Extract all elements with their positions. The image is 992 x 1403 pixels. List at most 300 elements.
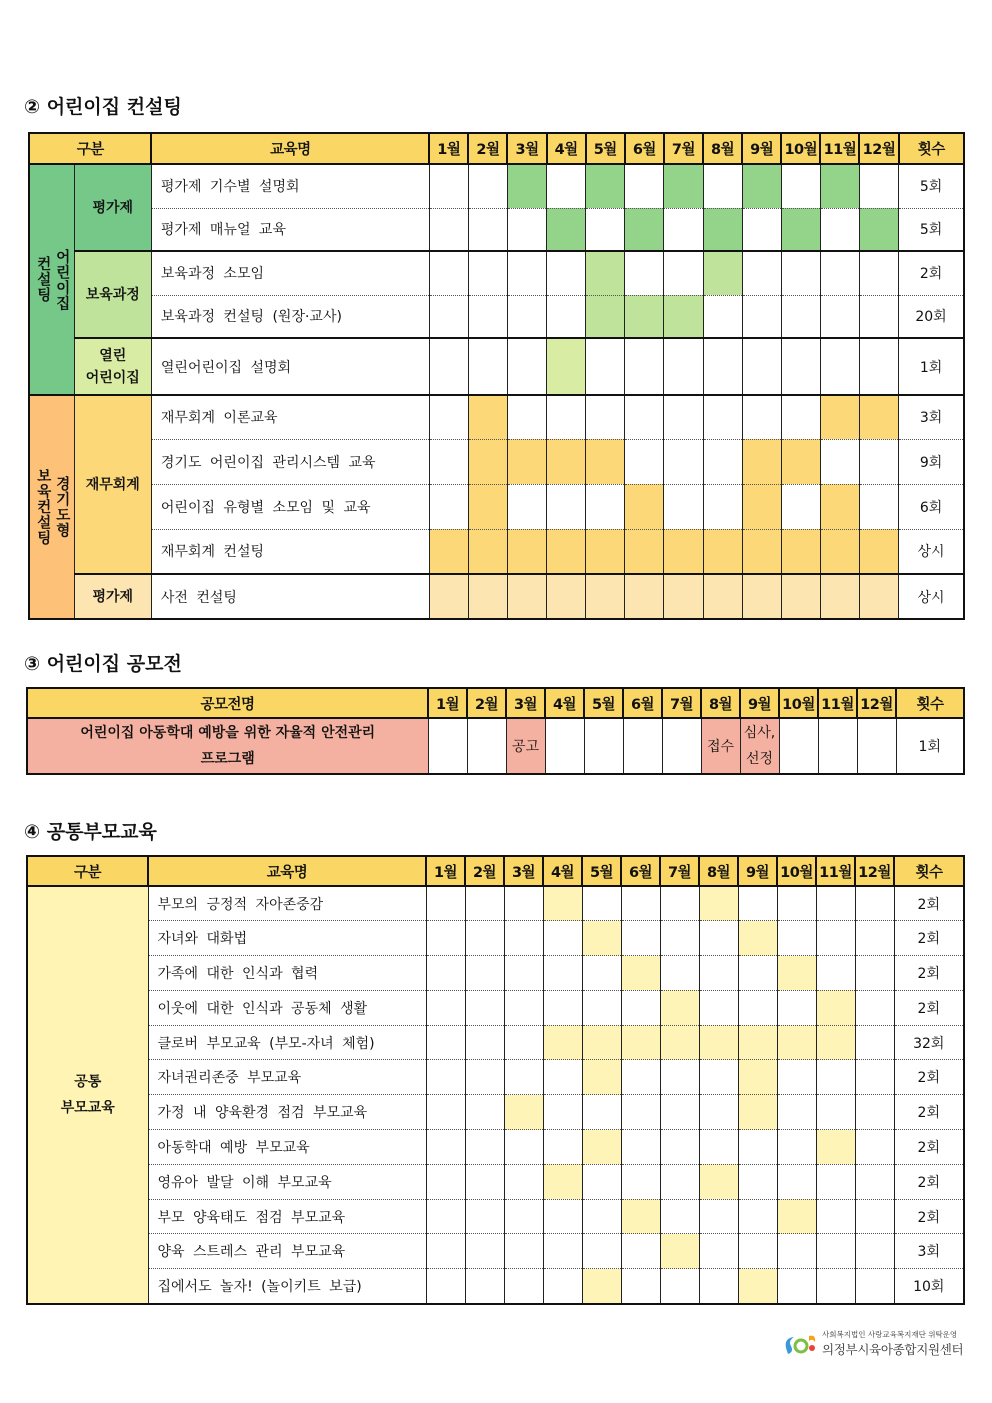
month-cell bbox=[703, 484, 742, 529]
month-cell bbox=[543, 1269, 582, 1304]
count-cell: 3회 bbox=[899, 395, 964, 439]
month-cell bbox=[621, 1234, 660, 1269]
month-cell bbox=[426, 1060, 465, 1095]
table-row bbox=[27, 956, 964, 991]
month-cell bbox=[586, 395, 625, 439]
course-name: 재무회계 컨설팅 bbox=[151, 529, 429, 574]
month-cell bbox=[777, 1199, 816, 1234]
month-cell bbox=[621, 921, 660, 956]
month-cell bbox=[586, 251, 625, 295]
month-cell bbox=[426, 921, 465, 956]
month-cell bbox=[543, 1199, 582, 1234]
group-daycare-consulting bbox=[29, 164, 74, 395]
month-cell bbox=[859, 295, 898, 338]
month-cell bbox=[582, 1060, 621, 1095]
month-cell bbox=[547, 164, 586, 208]
table-row bbox=[29, 484, 964, 529]
month-cell bbox=[586, 208, 625, 251]
month-cell bbox=[738, 886, 777, 921]
header-month-2: 2월 bbox=[468, 133, 507, 164]
month-cell bbox=[507, 295, 546, 338]
month-cell bbox=[742, 529, 781, 574]
month-cell bbox=[504, 921, 543, 956]
contest-name-line2: 프로그램 bbox=[200, 751, 255, 767]
month-cell bbox=[742, 295, 781, 338]
table-row bbox=[29, 295, 964, 338]
month-cell bbox=[621, 1269, 660, 1304]
month-cell bbox=[664, 484, 703, 529]
subcategory-cell: 평가제 bbox=[74, 164, 151, 251]
table-row bbox=[29, 164, 964, 208]
month-cell bbox=[699, 1164, 738, 1199]
month-cell bbox=[465, 886, 504, 921]
month-cell bbox=[781, 208, 820, 251]
count-cell: 2회 bbox=[894, 886, 964, 921]
month-cell bbox=[777, 1060, 816, 1095]
month-cell bbox=[664, 574, 703, 619]
month-cell bbox=[547, 395, 586, 439]
month-cell-receipt: 접수 bbox=[701, 718, 740, 774]
month-cell bbox=[855, 956, 894, 991]
month-cell bbox=[504, 1269, 543, 1304]
month-cell bbox=[781, 251, 820, 295]
month-cell bbox=[504, 956, 543, 991]
month-cell bbox=[586, 574, 625, 619]
month-cell bbox=[777, 1095, 816, 1130]
month-cell bbox=[699, 1130, 738, 1165]
month-cell bbox=[703, 208, 742, 251]
month-cell bbox=[625, 574, 664, 619]
month-cell bbox=[504, 1164, 543, 1199]
month-cell bbox=[429, 208, 468, 251]
header-month-1: 1월 bbox=[428, 688, 467, 718]
month-cell bbox=[738, 956, 777, 991]
month-cell bbox=[504, 886, 543, 921]
header-month-5: 5월 bbox=[582, 856, 621, 886]
month-cell bbox=[543, 1234, 582, 1269]
month-cell bbox=[504, 1130, 543, 1165]
month-cell bbox=[426, 1269, 465, 1304]
header-category: 구분 bbox=[27, 856, 148, 886]
month-cell bbox=[507, 574, 546, 619]
month-cell bbox=[703, 529, 742, 574]
month-cell bbox=[818, 718, 857, 774]
month-cell bbox=[507, 164, 546, 208]
month-cell bbox=[816, 886, 855, 921]
month-cell bbox=[582, 921, 621, 956]
month-cell bbox=[429, 164, 468, 208]
category-line2: 부모교육 bbox=[60, 1099, 115, 1116]
month-cell bbox=[507, 208, 546, 251]
header-month-1: 1월 bbox=[426, 856, 465, 886]
count-cell: 2회 bbox=[894, 956, 964, 991]
month-cell-announce: 공고 bbox=[506, 718, 545, 774]
month-cell bbox=[625, 484, 664, 529]
month-cell bbox=[584, 718, 623, 774]
month-cell bbox=[820, 439, 859, 484]
month-cell bbox=[543, 990, 582, 1025]
course-name: 이웃에 대한 인식과 공동체 생활 bbox=[148, 990, 426, 1025]
month-cell bbox=[625, 529, 664, 574]
header-month-5: 5월 bbox=[586, 133, 625, 164]
course-name: 부모의 긍정적 자아존중감 bbox=[148, 886, 426, 921]
month-cell bbox=[703, 295, 742, 338]
table-row bbox=[27, 1025, 964, 1060]
subcategory-cell: 평가제 bbox=[74, 574, 151, 619]
month-cell bbox=[660, 1164, 699, 1199]
month-cell bbox=[660, 1234, 699, 1269]
month-cell bbox=[781, 484, 820, 529]
month-cell bbox=[699, 1269, 738, 1304]
month-cell bbox=[426, 1234, 465, 1269]
month-cell bbox=[859, 574, 898, 619]
month-cell bbox=[625, 295, 664, 338]
month-cell bbox=[426, 1095, 465, 1130]
month-cell bbox=[468, 295, 507, 338]
month-cell bbox=[582, 886, 621, 921]
month-cell bbox=[465, 956, 504, 991]
contest-name bbox=[27, 718, 428, 774]
month-cell bbox=[820, 574, 859, 619]
count-cell: 2회 bbox=[899, 251, 964, 295]
month-cell bbox=[507, 484, 546, 529]
section-title-parent-education: ④ 공통부모교육 bbox=[24, 821, 157, 843]
month-cell bbox=[820, 529, 859, 574]
month-cell bbox=[468, 208, 507, 251]
month-cell bbox=[816, 1060, 855, 1095]
month-cell bbox=[586, 338, 625, 395]
header-month-7: 7월 bbox=[660, 856, 699, 886]
month-cell bbox=[664, 251, 703, 295]
count-cell: 2회 bbox=[894, 1095, 964, 1130]
header-month-6: 6월 bbox=[621, 856, 660, 886]
month-cell bbox=[429, 395, 468, 439]
month-cell bbox=[625, 395, 664, 439]
month-cell bbox=[504, 1025, 543, 1060]
month-cell bbox=[816, 1199, 855, 1234]
course-name: 양육 스트레스 관리 부모교육 bbox=[148, 1234, 426, 1269]
count-cell: 32회 bbox=[894, 1025, 964, 1060]
month-cell bbox=[586, 484, 625, 529]
month-cell bbox=[855, 1269, 894, 1304]
logo-mark-icon bbox=[782, 1328, 820, 1358]
course-name: 평가제 기수별 설명회 bbox=[151, 164, 429, 208]
month-cell bbox=[664, 529, 703, 574]
month-cell bbox=[816, 1234, 855, 1269]
month-cell-review bbox=[740, 718, 779, 774]
month-cell bbox=[621, 1095, 660, 1130]
month-cell bbox=[543, 1060, 582, 1095]
group-label-line2: 컨설팅 bbox=[34, 256, 51, 303]
month-cell bbox=[738, 1025, 777, 1060]
review-line2: 선정 bbox=[745, 751, 774, 767]
month-cell bbox=[468, 164, 507, 208]
month-cell bbox=[742, 208, 781, 251]
month-cell bbox=[820, 251, 859, 295]
header-course: 교육명 bbox=[148, 856, 426, 886]
month-cell bbox=[699, 1234, 738, 1269]
count-cell: 2회 bbox=[894, 1164, 964, 1199]
section-title-contest: ③ 어린이집 공모전 bbox=[24, 653, 182, 675]
month-cell bbox=[625, 338, 664, 395]
course-name: 보육과정 소모임 bbox=[151, 251, 429, 295]
month-cell bbox=[582, 1164, 621, 1199]
month-cell bbox=[621, 1130, 660, 1165]
course-name: 아동학대 예방 부모교육 bbox=[148, 1130, 426, 1165]
count-cell: 6회 bbox=[899, 484, 964, 529]
month-cell bbox=[703, 251, 742, 295]
month-cell bbox=[781, 439, 820, 484]
count-cell: 10회 bbox=[894, 1269, 964, 1304]
month-cell bbox=[660, 1095, 699, 1130]
month-cell bbox=[855, 1130, 894, 1165]
month-cell bbox=[820, 164, 859, 208]
header-count: 횟수 bbox=[899, 133, 964, 164]
month-cell bbox=[742, 338, 781, 395]
table-row bbox=[29, 439, 964, 484]
month-cell bbox=[582, 1130, 621, 1165]
group-label-line1: 어린이집 bbox=[53, 248, 70, 311]
count-cell: 20회 bbox=[899, 295, 964, 338]
contest-table bbox=[26, 687, 965, 775]
month-cell bbox=[699, 921, 738, 956]
month-cell bbox=[586, 439, 625, 484]
month-cell bbox=[621, 1025, 660, 1060]
table-row bbox=[27, 1269, 964, 1304]
month-cell bbox=[623, 718, 662, 774]
month-cell bbox=[468, 439, 507, 484]
month-cell bbox=[621, 1060, 660, 1095]
month-cell bbox=[855, 1025, 894, 1060]
table-row bbox=[29, 574, 964, 619]
table-row bbox=[29, 395, 964, 439]
header-month-5: 5월 bbox=[584, 688, 623, 718]
month-cell bbox=[742, 574, 781, 619]
month-cell bbox=[582, 1095, 621, 1130]
month-cell bbox=[699, 1095, 738, 1130]
month-cell bbox=[777, 886, 816, 921]
month-cell bbox=[777, 990, 816, 1025]
contest-name-line1: 어린이집 아동학대 예방을 위한 자율적 안전관리 bbox=[80, 725, 376, 741]
month-cell bbox=[468, 574, 507, 619]
table-row bbox=[27, 1130, 964, 1165]
header-month-12: 12월 bbox=[857, 688, 896, 718]
month-cell bbox=[660, 1199, 699, 1234]
month-cell bbox=[547, 338, 586, 395]
month-cell bbox=[547, 484, 586, 529]
header-month-2: 2월 bbox=[465, 856, 504, 886]
month-cell bbox=[664, 338, 703, 395]
month-cell bbox=[625, 251, 664, 295]
parent-education-table bbox=[26, 855, 965, 1305]
month-cell bbox=[582, 990, 621, 1025]
month-cell bbox=[582, 1199, 621, 1234]
header-month-11: 11월 bbox=[818, 688, 857, 718]
month-cell bbox=[664, 395, 703, 439]
header-month-4: 4월 bbox=[547, 133, 586, 164]
month-cell bbox=[703, 395, 742, 439]
month-cell bbox=[426, 1130, 465, 1165]
header-month-10: 10월 bbox=[779, 688, 818, 718]
month-cell bbox=[816, 1095, 855, 1130]
month-cell bbox=[545, 718, 584, 774]
course-name: 어린이집 유형별 소모임 및 교육 bbox=[151, 484, 429, 529]
month-cell bbox=[699, 1199, 738, 1234]
header-month-4: 4월 bbox=[543, 856, 582, 886]
subcategory-label-line: 어린이집 bbox=[85, 369, 140, 386]
course-name: 평가제 매뉴얼 교육 bbox=[151, 208, 429, 251]
month-cell bbox=[507, 529, 546, 574]
month-cell bbox=[543, 1025, 582, 1060]
header-month-8: 8월 bbox=[699, 856, 738, 886]
month-cell bbox=[859, 338, 898, 395]
month-cell bbox=[820, 338, 859, 395]
month-cell bbox=[621, 990, 660, 1025]
header-month-8: 8월 bbox=[703, 133, 742, 164]
month-cell bbox=[429, 439, 468, 484]
month-cell bbox=[816, 921, 855, 956]
subcategory-cell bbox=[74, 338, 151, 395]
month-cell bbox=[742, 484, 781, 529]
month-cell bbox=[816, 1164, 855, 1199]
month-cell bbox=[504, 1095, 543, 1130]
header-count: 횟수 bbox=[894, 856, 964, 886]
group-label-line2: 보육컨설팅 bbox=[34, 468, 51, 546]
header-month-9: 9월 bbox=[742, 133, 781, 164]
table-row bbox=[29, 529, 964, 574]
month-cell bbox=[703, 164, 742, 208]
count-cell: 5회 bbox=[899, 164, 964, 208]
month-cell bbox=[426, 1025, 465, 1060]
count-cell: 2회 bbox=[894, 1060, 964, 1095]
course-name: 경기도 어린이집 관리시스템 교육 bbox=[151, 439, 429, 484]
month-cell bbox=[426, 956, 465, 991]
month-cell bbox=[586, 164, 625, 208]
month-cell bbox=[465, 990, 504, 1025]
subcategory-cell: 보육과정 bbox=[74, 251, 151, 338]
month-cell bbox=[777, 1234, 816, 1269]
center-logo bbox=[782, 1328, 972, 1360]
month-cell bbox=[777, 1164, 816, 1199]
count-cell: 1회 bbox=[896, 718, 964, 774]
month-cell bbox=[738, 1199, 777, 1234]
month-cell bbox=[699, 956, 738, 991]
table-row bbox=[27, 886, 964, 921]
month-cell bbox=[859, 208, 898, 251]
month-cell bbox=[621, 956, 660, 991]
header-month-4: 4월 bbox=[545, 688, 584, 718]
month-cell bbox=[468, 529, 507, 574]
month-cell bbox=[703, 439, 742, 484]
count-cell: 2회 bbox=[894, 990, 964, 1025]
logo-subtitle: 사회복지법인 사랑교육복지재단 위탁운영 bbox=[822, 1330, 958, 1339]
month-cell bbox=[465, 1269, 504, 1304]
month-cell bbox=[859, 529, 898, 574]
table-row bbox=[29, 338, 964, 395]
month-cell bbox=[660, 956, 699, 991]
month-cell bbox=[426, 1164, 465, 1199]
course-name: 자녀와 대화법 bbox=[148, 921, 426, 956]
month-cell bbox=[543, 921, 582, 956]
month-cell bbox=[543, 1095, 582, 1130]
month-cell bbox=[738, 1269, 777, 1304]
month-cell bbox=[859, 251, 898, 295]
month-cell bbox=[777, 956, 816, 991]
subcategory-label-line: 열린 bbox=[99, 347, 127, 364]
month-cell bbox=[504, 1199, 543, 1234]
month-cell bbox=[507, 251, 546, 295]
month-cell bbox=[699, 886, 738, 921]
month-cell bbox=[738, 1060, 777, 1095]
table-row bbox=[29, 251, 964, 295]
logo-title: 의정부시육아종합지원센터 bbox=[822, 1342, 964, 1357]
month-cell bbox=[738, 921, 777, 956]
month-cell bbox=[426, 1199, 465, 1234]
month-cell bbox=[467, 718, 506, 774]
header-month-1: 1월 bbox=[429, 133, 468, 164]
month-cell bbox=[820, 395, 859, 439]
month-cell bbox=[465, 1234, 504, 1269]
header-category: 구분 bbox=[29, 133, 151, 164]
month-cell bbox=[504, 1060, 543, 1095]
month-cell bbox=[859, 484, 898, 529]
month-cell bbox=[621, 1199, 660, 1234]
month-cell bbox=[660, 886, 699, 921]
month-cell bbox=[586, 295, 625, 338]
month-cell bbox=[625, 439, 664, 484]
month-cell bbox=[855, 1095, 894, 1130]
month-cell bbox=[468, 484, 507, 529]
table-row bbox=[27, 1164, 964, 1199]
month-cell bbox=[855, 1164, 894, 1199]
month-cell bbox=[625, 164, 664, 208]
month-cell bbox=[777, 921, 816, 956]
course-name: 자녀권리존중 부모교육 bbox=[148, 1060, 426, 1095]
header-month-12: 12월 bbox=[855, 856, 894, 886]
review-line1: 심사, bbox=[743, 725, 776, 741]
header-month-8: 8월 bbox=[701, 688, 740, 718]
month-cell bbox=[699, 1025, 738, 1060]
header-month-10: 10월 bbox=[777, 856, 816, 886]
table-row bbox=[27, 921, 964, 956]
month-cell bbox=[465, 1095, 504, 1130]
header-month-3: 3월 bbox=[507, 133, 546, 164]
count-cell: 상시 bbox=[899, 574, 964, 619]
month-cell bbox=[429, 338, 468, 395]
month-cell bbox=[621, 1164, 660, 1199]
month-cell bbox=[660, 1130, 699, 1165]
subcategory-cell: 재무회계 bbox=[74, 395, 151, 574]
month-cell bbox=[507, 395, 546, 439]
month-cell bbox=[547, 439, 586, 484]
month-cell bbox=[859, 395, 898, 439]
month-cell bbox=[429, 251, 468, 295]
header-month-9: 9월 bbox=[740, 688, 779, 718]
month-cell bbox=[779, 718, 818, 774]
month-cell bbox=[660, 1060, 699, 1095]
month-cell bbox=[781, 338, 820, 395]
course-name: 열린어린이집 설명회 bbox=[151, 338, 429, 395]
month-cell bbox=[855, 886, 894, 921]
month-cell bbox=[664, 208, 703, 251]
table-row bbox=[27, 1060, 964, 1095]
course-name: 클로버 부모교육 (부모-자녀 체험) bbox=[148, 1025, 426, 1060]
count-cell: 2회 bbox=[894, 1130, 964, 1165]
month-cell bbox=[582, 1234, 621, 1269]
month-cell bbox=[820, 208, 859, 251]
month-cell bbox=[547, 574, 586, 619]
month-cell bbox=[664, 295, 703, 338]
